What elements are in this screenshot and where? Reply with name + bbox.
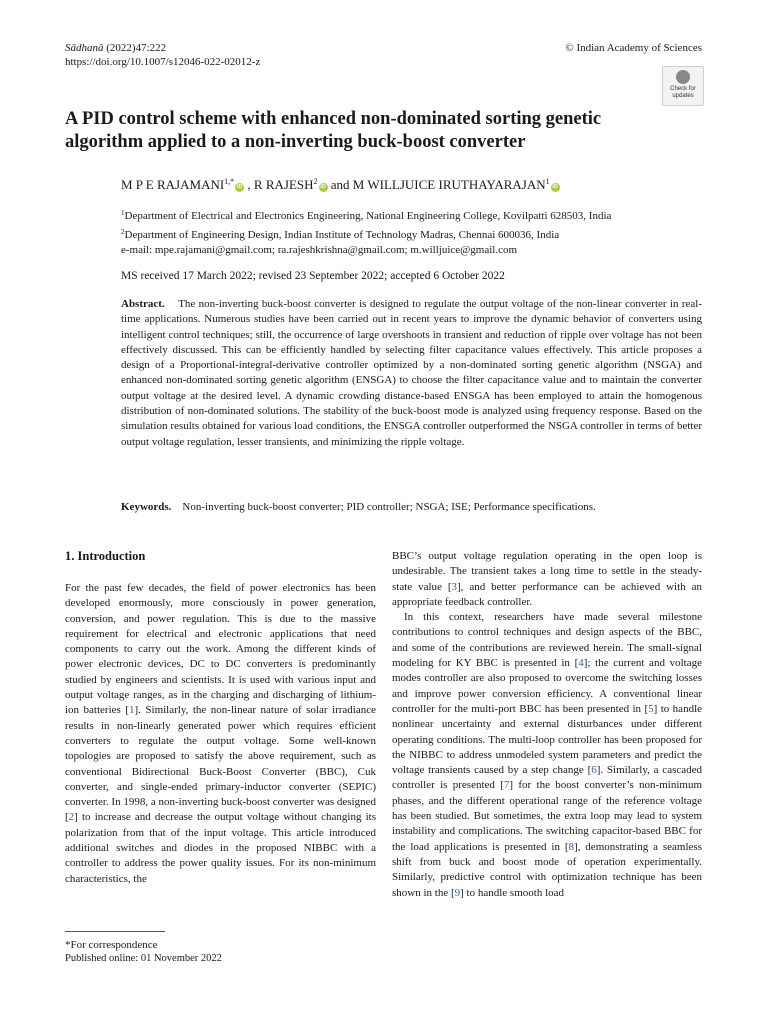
citation-link[interactable]: 5 xyxy=(648,702,654,715)
affiliation-2: $^2$Department of Engineering Design, Indian Institute of Technology Madras, Chennai 600036, India xyxy=(121,227,560,241)
article-title: A PID control scheme with enhanced non-dominated sorting genetic algorithm applied to a non-inverting buck-boost converter xyxy=(65,109,602,152)
citation-link[interactable]: 7 xyxy=(503,779,510,792)
right-column xyxy=(392,549,702,901)
left-column xyxy=(65,581,376,887)
badge-text: Check for updates xyxy=(670,86,696,99)
orcid-icon[interactable]: iD xyxy=(320,184,326,190)
affiliations xyxy=(121,206,611,259)
citation-link[interactable]: 2 xyxy=(68,811,75,824)
citation-link[interactable]: 1 xyxy=(128,704,135,717)
keywords xyxy=(121,500,702,515)
author-2: , R RAJESH xyxy=(244,177,314,192)
journal-name: Sādhanā xyxy=(65,42,104,54)
section-heading-introduction: 1. Introduction xyxy=(65,549,146,563)
journal-volume: (2022)47:222 xyxy=(103,42,167,54)
received-dates: MS received 17 March 2022; revised 23 September 2022; accepted 6 October 2022 xyxy=(121,270,505,282)
citation-link[interactable]: 9 xyxy=(454,886,461,899)
check-for-updates-badge[interactable] xyxy=(662,66,704,106)
abstract-label: Abstract. xyxy=(121,298,165,310)
citation-link[interactable]: 6 xyxy=(591,764,597,777)
keywords-text: Non-inverting buck-boost converter; PID controller; NSGA; ISE; Performance specifications. xyxy=(182,501,596,513)
paragraph: BBC’s output voltage regulation operating in the open loop is undesirable. The transient takes a long time to settle in the steady-state value [3], and better performance can be achieved with an appropriate feedback controller. xyxy=(392,550,702,608)
correspondence-note: *For correspondence xyxy=(65,939,158,951)
journal-citation xyxy=(65,41,166,55)
author-emails: e-mail: mpe.rajamani@gmail.com; ra.rajeshkrishna@gmail.com; m.willjuice@gmail.com xyxy=(121,244,518,256)
publisher: © Indian Academy of Sciences xyxy=(565,42,702,54)
paragraph: For the past few decades, the field of power electronics has been developed enormously, more consciously in power generation, conversion, and power regulation. This is due to the massive requirement for electrical and electronic applications that need components to carry out the work. Among the different kinds of power electronic devices, DC to DC converters is predominantly studied by engineers and scientists. It is used with various input and output voltage ranges, as in the charging and discharging of lithium-ion batteries [1]. Similarly, the non-linear nature of solar irradiance results in non-linearly generated power which requires efficient converters to regulate the output voltage. Some well-known topologies are proposed to satisfy the above requirement, such as conventional Bidirectional Buck-Boost Converter (BBC), Cuk converter, and single-ended primary-inductor converter (SEPIC) converter. In 1998, a non-inverting buck-boost converter was designed [2] to increase and decrease the output voltage without changing its polarization from that of the input voltage. This article introduced additional switches and diodes in the proposed NIBBC with a controller to address the power quality issues. For its non-minimum characteristics, the xyxy=(65,582,377,885)
abstract xyxy=(121,297,702,450)
author-list: M P E $RAJAMANI^{1,*}iD$ , R RAJESH$^2$iD and M WILLJUICE IRUTHAYARAJAN$^1$iD xyxy=(121,177,558,192)
citation-link[interactable]: 4 xyxy=(578,657,584,670)
paragraph: In this context, researchers have made several milestone contributions to control techniques and design aspects of the BBC, and some of the contributions are reviewed herein. The small-signal modeling for KY BBC is presented in [4]; the current and voltage modes controller are also proposed to overcome the switching losses and improve power conversion efficiency. A conventional linear controller for the multi-port BBC has been presented in [5] to handle nonlinear uncertainty and external disturbances under different operating conditions. The multi-loop controller has been proposed for the NIBBC to address unmodeled system parameters and predict the voltage transients caused by a step change [6]. Similarly, a cascaded controller is presented [7] for the boost converter’s non-minimum phases, and the different operational range of the reference voltage has been studied. But sometimes, the extra loop may lead to system instability and complications. The switching capacitor-based BBC for the load applications is presented in [8], demonstrating a seamless shift from buck and boost mode of operation experimentally. Similarly, predictive control with optimization technique has been shown in the [9] to handle smooth load xyxy=(392,611,703,899)
affiliation-1: $^1$Department of Electrical and Electronics Engineering, National Engineering College, Kovilpatti 628503, India xyxy=(121,209,612,222)
footnote-divider xyxy=(65,931,165,932)
orcid-icon[interactable]: iD xyxy=(552,184,558,190)
check-updates-icon xyxy=(676,70,690,84)
keywords-label: Keywords. xyxy=(121,501,172,513)
orcid-icon[interactable]: iD xyxy=(236,184,243,190)
published-date: Published online: 01 November 2022 xyxy=(65,953,222,964)
citation-link[interactable]: 8 xyxy=(568,840,575,853)
author-1: M P E RAJAMANI xyxy=(121,177,225,192)
doi-link[interactable]: https://doi.org/10.1007/s12046-022-02012-z xyxy=(65,56,261,68)
author-3: and M WILLJUICE IRUTHAYARAJAN xyxy=(327,177,546,192)
citation-link[interactable]: 3 xyxy=(451,580,457,593)
abstract-text: The non-inverting buck-boost converter is designed to regulate the output voltage of the non-linear converter in real-time applications. Numerous studies have been carried out in recent years to improve the dynamic behavior of converters using intelligent control techniques; still, the occurrence of large overshoots in transient and reduction of ripple over voltage has not been effectively discussed. This can be efficiently handled by selecting filter capacitance values effectively. This article proposes a design of a Proportional-integral-derivative controller optimized by a non-dominated sorting genetic algorithm (NSGA) and enhanced non-dominated sorting genetic algorithm (ENSGA) to choose the filter capacitance value and to maintain the converter output voltage at the desired level. A dynamic crowding distance-based ENSGA has been employed to attain the homogenous distribution of non-dominated solutions. The stability of the buck-boost mode is analyzed using frequency response. Based on the simulation results obtained for various load conditions, the ENSGA controller outperformed the NSGA controller in terms of better output voltage regulation, lesser transients, and minimizing the ripple voltage. xyxy=(121,298,703,448)
